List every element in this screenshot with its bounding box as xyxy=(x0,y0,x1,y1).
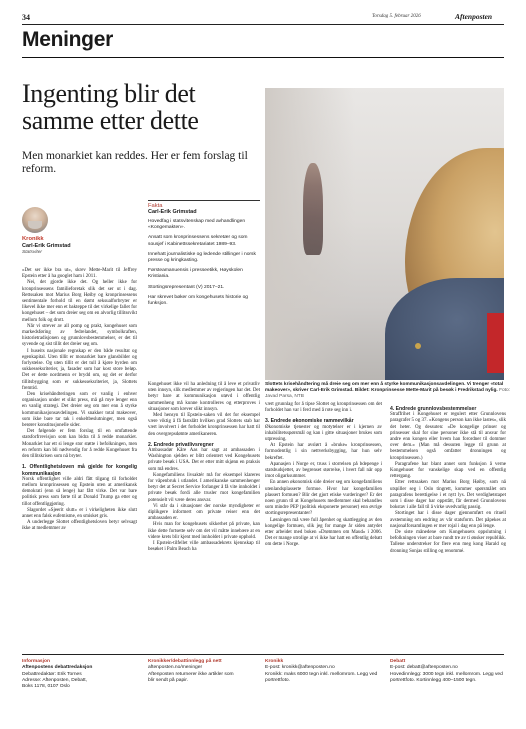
paragraph: De siste månedene om Kongehusets oppslutning i befolkningen viser at bare rundt tre av ti ønsker republikk. Tallene understreker for flere enn meg kong Harald og dronning Sonjas stilling og renommé. xyxy=(390,530,506,554)
paragraph: Økonomiske tjenester og motytelser er i kjernen av inhabilitetsspørsmål og kan i gitte situasjoner brukes som utpressing. xyxy=(265,424,382,443)
footer-line: E-post: kronikk@aftenposten.no xyxy=(265,665,335,671)
article-photo xyxy=(265,88,504,380)
brand-logo: Aftenposten xyxy=(455,12,493,21)
article-subtitle: Men monarkiet kan reddes. Her er fem forslag til reform. xyxy=(22,150,248,175)
body-column-1 xyxy=(22,268,137,650)
background-person xyxy=(303,163,323,255)
paragraph: Ambassadør Kåre Aas har sagt at ambassaden i Washington sjelden er blitt orientert ved Kongehusets private besøk i USA. Det er etter mitt skjønn en praksis som må endres. xyxy=(148,448,260,472)
paragraph: Slagordet «Sjeerit slutt» er i virkeligheten ikke slutt annet enn falsk eufemisme, en smisket gris. xyxy=(22,507,137,519)
fact-label: Fakta xyxy=(148,203,163,209)
footer-line: Aftenposten returnerer ikke artikler som xyxy=(148,671,234,677)
footer-line: aftenposten.no/meninger xyxy=(148,665,203,671)
fact-item: Ansatt som kronprinsessens sekretær og som sousjef i Kabinettssekretariatet 1989–93. xyxy=(148,235,248,247)
footer-online xyxy=(148,659,260,684)
caption-text: Slottets krisehåndtering må dreie seg om mer enn å styrke kommunikasjonsavdelingen. Vi trenger «total makeover», skriver Carl-Erik Grimstad. Bildet: Kronprinsesse Mette-Marit på besøk i Fredrikstad nylig. xyxy=(265,382,504,394)
paragraph: Stortinget har i disse dager gjennomført en rituell avstemning om endring av vår statsform. Det påpekes at nasjonalforsamlingen er mer rojal i dag enn på lenge. xyxy=(390,511,506,529)
fact-author: Carl-Erik Grimstad xyxy=(148,209,197,215)
fact-item: Førsteamanuensis i presseetikk, Høyskolen Kristiania. xyxy=(148,268,243,280)
article-headline: Ingenting blir det samme etter dette xyxy=(22,79,199,135)
body-column-2 xyxy=(148,382,260,650)
footer-info xyxy=(22,659,137,690)
author-avatar xyxy=(22,207,48,233)
paragraph: At Epstein har avslørt å «bruke» kronprinsessen, formodentlig i sin nettverksbygging, har hun selv bekreftet. xyxy=(265,443,382,461)
author-name: Carl-Erik Grimstad xyxy=(22,243,71,249)
footer-heading: Kronikk xyxy=(265,659,284,664)
footer-heading: Informasjon xyxy=(22,659,50,664)
paragraph: Hvis man for kongehusets sikkerhet på private, kan ikke dette fortsette selv om det vil måtte innebære at en videre krets blir kjent med innholdet i private opphold. xyxy=(148,522,260,540)
footer-debatt xyxy=(390,659,506,684)
top-divider xyxy=(22,24,504,25)
paragraph: Når vi strever av all pomp og prakt, kongehuset som markedsføring av fedrelandet, symbolkraften, historietradisjonen og grunnlovsbestemmelser, er det til syvende og sist tillit det dreier seg om. xyxy=(22,323,137,348)
article-kicker: Kronikk xyxy=(22,236,44,242)
paragraph: En annen økonomisk side dreier seg om kongefamiliens utenlandsplasserte formue. Hvor har kongefamilien plassert formuen? Blir det gjort etiske vurderinger? Er det noen grunn til at Kongehusets medlemmer skal behandles som mindre PEP (politisk eksponerte personer) enn øvrige stortingsrepresentanter? xyxy=(265,480,382,517)
paragraph: vært grunnlag for å tipse Slottet og kronprinsessen om det forholdet han var i ferd med å rote seg inn i. xyxy=(265,402,382,414)
subheading: 2. Endrede privatlivsregner xyxy=(148,441,214,448)
issue-date: Torsdag 5. februar 2026 xyxy=(372,14,421,19)
body-column-4 xyxy=(390,402,506,650)
footer-heading: Kronikker/debattinnlegg på nett xyxy=(148,659,222,664)
paragraph: Det følgende er fem forslag til en omfattende statsforfrrevisjon som kan bidra til å redde monarkiet. Monarkiet har ett si lenge stor støtte i befolkningen, men en reform kan bli nødvendig for å redde Kongehuset fra den tillitskrisen som nå bryter. xyxy=(22,429,137,460)
fact-item: Innehatt journalistiske og ledende stillinger i norsk presse og kringkasting. xyxy=(148,251,256,264)
footer-line: Debattredaktør: Erik Tornes xyxy=(22,671,82,677)
paragraph: A underlegge Slottet offentlighetsloven betyr selvsagt ikke at medlemmer av xyxy=(22,520,137,532)
paragraph: Vi står da i situasjoner der norske myndigheter er diplikgere informert om private reiser enn det ambassaden er. xyxy=(148,503,260,522)
footer-title: Aftenpostens debattredaksjon xyxy=(22,665,93,671)
page-number: 34 xyxy=(22,13,30,22)
paragraph: Paragrafene har blant annet som funksjon å verne Kongehuset for vanskelige skap ved en offentlig rettergang. xyxy=(390,461,506,480)
footer-kronikk xyxy=(265,659,383,684)
fact-item: Stortingsrepresentant (V) 2017–21. xyxy=(148,284,225,290)
section-divider xyxy=(22,57,504,58)
paragraph: Kongefamiliens livsaktér må for eksempel klareres for våpenbruk i utlandet. I amerikanske sammenhenger betyr det at Secret Service forlanger å få vite innholdet i private besøk fordi alle trusler mot kongefamilien potensielt vil være deres ansvar. xyxy=(148,472,260,503)
paragraph: «Det ser ikke bra ut», skrev Mette-Marit til Jeffrey Epstein etter å ha googlet ham i 2011. xyxy=(22,268,137,280)
paragraph: Norsk offentlighet ville aldri fått tilgang til forholdet mellom kronprinsessen og Epstein uten at amerikansk demokrati (enn så lenge) har fått virke. Det var bare politisk press som førte til at Donald Trump ga etter og tillot offentliggjøring. xyxy=(22,476,137,507)
footer-heading: Debatt xyxy=(390,659,406,664)
paragraph: Etter rettssaken mot Marius Borg Høiby, som nå utspiller seg i Oslo tingrett, kommer spørsmålet om paragrafens berettigelse i et nytt lys. Det verdighetstapet som i disse dager har oppstått, får dermed Grunnlovens bokstav i alle fall til å virke uvedvarlig passig. xyxy=(390,480,506,511)
paragraph: Med hensyn til Epstein-saken vil det for eksempel være viktig å få fastslått hvilken grad Slottets stab har vært involvert i det forholdet kronprinsessen har hatt til den overgrepsdømte amerikaneren. xyxy=(148,413,260,437)
fact-item: Hovedfag i statsvitenskap med avhandlingen «Kongemakten». xyxy=(148,219,246,231)
paragraph: Apanasjen i Norge er, truss i storrelsen på bdepenge i statsbudsjettet, av begrenset størrelse, i hvert fall når opp imot oligarksummer. xyxy=(265,461,382,480)
author-role: Statsviter xyxy=(22,250,42,255)
photo-credit: Foto: Javad Parsa, NTB xyxy=(265,388,511,400)
footer-line: blir sendt på papir. xyxy=(148,677,188,683)
paragraph: Kongehuset ikke vil ha anledning til å leve et privatliv uten innsyn, slik medlemmer av regjeringen har det. Det betyr bare at kommunikasjon utøvd i offentlig sammenheng må kunne kontrolleres og etterproves i situasjoner som krever slikt innsyn. xyxy=(148,382,260,412)
footer-line: Boks 1178, 0107 Oslo xyxy=(22,684,70,690)
footer-line: E-post: debatt@aftenposten.no xyxy=(390,665,458,671)
subheading: 3. Endrede økonomiske rammevilkår xyxy=(265,418,354,425)
paragraph: Den krisehåndteringen som er vanlig i enhver organisasjon under et slikt press, må gå mye lenger enn en vanlig strategi. Det dreier seg om mer enn å styrke kommunikasjonsavdelingen. Vi snakker total makeover, som ikke bare tar tak i enkeltbeslutninger, men også berører konstitusjonelle sider. xyxy=(22,392,137,429)
subheading: 4. Endrede grunnlovsbestemmelser xyxy=(390,406,477,412)
paragraph: I huseits nasjonale regnskap er den både resultat og egenkapital. Uten tillit er monarkiet bare glansbilder og forlystelse. Og uten tillit er det tull å kjøre byrden om sukkesseksriterier, ja, fasader som har kost store beløp. Det er dette nordmenn er brydd om, og det er derfor tillitsbygging som er sukkesseksriteriet, ja, Slottets fremtid. xyxy=(22,348,137,391)
photo-caption xyxy=(265,382,510,401)
body-column-3 xyxy=(265,402,382,650)
footer-line: Adresse: Aftenposten, Debatt, xyxy=(22,677,87,683)
paragraph: Nei, det gjorde ikke det. Og heller ikke for kronprinsessens familieforetak slik det ser ut i dag. Rettssaken mot Marius Borg Høiby og kronprinsessens sentimentale forhold til en dømt seksualforbryter er likevel ikke mer enn et bakteppe til det virkelige fallet for kongehuset – det som dreier seg om en alvorlig tillitssvikt mellom folk og drott. xyxy=(22,280,137,323)
footer-line: Kronikk: maks 6000 tegn inkl. mellomrom. Legg ved portrettfoto. xyxy=(265,671,378,683)
paragraph: Løsningen må være full åpenhet og skattlegging av den kongelige formuen, slik jeg for mange år siden antydet etter arbeidet med boken «Drømmen om Maud» i 2006. Det er mange utrolige at vi ikke har hatt en offentlig debatt om dette i Norge. xyxy=(265,517,382,548)
fact-box xyxy=(148,200,260,307)
section-title: Meninger xyxy=(22,28,113,51)
subheading: 1. Offentlighetsloven må gjelde for kongelig kommunikasjon xyxy=(22,464,137,477)
paragraph: Straffrihet i Kongehuset er regulert etter Grunnlovens paragrafer 5 og 37. «Kongens person kan ikke lastes», slik det heter. Og dessuten: «De kongelige prinser og prinsesser skal for sine personer ikke stå til ansvar for andre enn kongen eller hvem han forordner til dommer over dem.» (Man må dessuten legge til grunn at bestemmelsen også omfatter dronningen og kronprinsessen.) xyxy=(390,412,506,461)
fact-item: Har skrevet bøker om kongehusets historie og funksjon. xyxy=(148,294,249,307)
footer-divider xyxy=(22,654,504,655)
footer-line: Hovedinnlegg: 3000 tegn inkl. mellomrom. Legg ved portrettfoto. Kortinnlegg 400–1500 tegn. xyxy=(390,671,503,683)
paragraph: I Epstein-tilfellet ville ambassadekrets kjennskap til besøket i Palm Beach ha xyxy=(148,541,260,553)
